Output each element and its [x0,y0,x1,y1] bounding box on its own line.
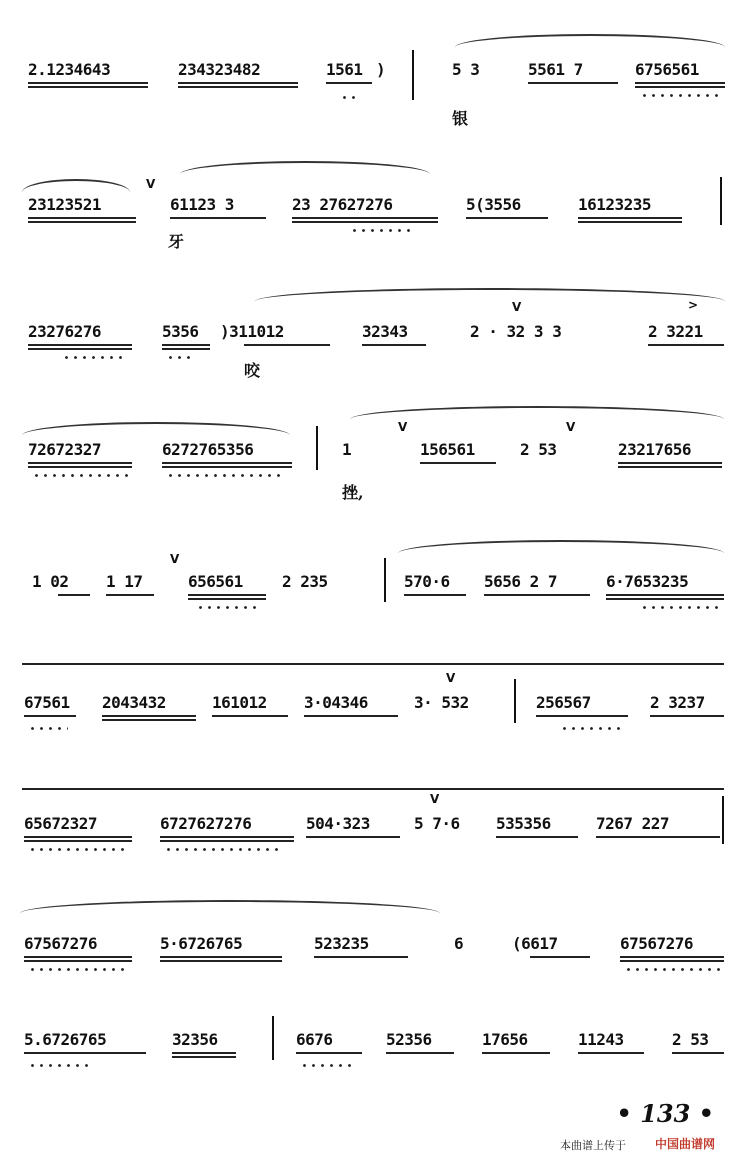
note-group: 6727627276 [160,814,252,833]
beam [620,960,724,962]
beam [650,715,724,717]
score-system-5 [0,552,750,672]
note-group: 23123521 [28,195,102,214]
note-group: )311012 [220,322,284,341]
beam [28,348,132,350]
note-group: 504·323 [306,814,370,833]
note-group: 1 02 [32,572,69,591]
beam [404,594,466,596]
beam [244,344,330,346]
beam [24,1052,146,1054]
beam [530,956,590,958]
breath-mark: V [566,420,576,434]
beam [28,221,136,223]
beam [28,466,132,468]
octave-dots [166,356,196,359]
slur [22,179,130,195]
note-group: 535356 [496,814,551,833]
lyric: 银 [452,109,469,128]
note-group: 2043432 [102,693,166,712]
score-system-3 [0,298,750,422]
beam [484,594,590,596]
score-system-4 [0,420,750,540]
beam [304,715,398,717]
beam [102,719,196,721]
octave-dots [28,727,68,730]
beam [672,1052,724,1054]
note-group: 234323482 [178,60,261,79]
note-group: 67567276 [620,934,694,953]
note-group: 1 17 [106,572,143,591]
note-group: 161012 [212,693,267,712]
beam [160,836,294,838]
beam [28,217,136,219]
breath-mark: V [170,552,180,566]
octave-dots [28,1064,88,1067]
octave-dots [62,356,122,359]
note-group: 2 3221 [648,322,703,341]
octave-dots [640,606,720,609]
score-system-1 [0,60,750,160]
score-system-8 [0,934,750,1034]
slur-line [22,663,724,665]
beam [618,466,722,468]
beam [28,462,132,464]
beam [596,836,720,838]
beam [162,462,292,464]
octave-dots [624,968,720,971]
beam [188,598,266,600]
site-logo: 中国曲谱网 [655,1137,716,1151]
octave-dots [28,848,128,851]
note-group: 1 [342,440,352,459]
beam [420,462,496,464]
note-group: 570·6 [404,572,450,591]
breath-mark: V [446,671,456,685]
beam [178,86,298,88]
barline [384,558,386,602]
note-group: 65672327 [24,814,98,833]
octave-dots [640,94,720,97]
beam [28,86,148,88]
breath-mark: V [512,300,522,314]
beam [578,217,682,219]
beam [466,217,548,219]
note-group: 6 [454,934,464,953]
note-group: 256567 [536,693,591,712]
note-group: 61123 3 [170,195,234,214]
note-group: 67567276 [24,934,98,953]
beam [162,344,210,346]
note-group: 6·7653235 [606,572,689,591]
breath-mark: V [398,420,408,434]
note-group: 5.6726765 [24,1030,107,1049]
slur [22,422,290,438]
octave-dots [300,1064,356,1067]
note-group: 1561 [326,60,363,79]
note-group: 7267 227 [596,814,670,833]
note-group: 656561 [188,572,243,591]
note-group: 3·04346 [304,693,368,712]
beam [326,82,372,84]
barline [720,177,722,225]
beam [306,836,400,838]
accent-mark: > [688,298,699,312]
note-group: (6617 [512,934,558,953]
beam [635,86,725,88]
note-group: 5561 7 [528,60,583,79]
beam [178,82,298,84]
beam [386,1052,454,1054]
beam [496,836,578,838]
beam [212,715,288,717]
beam [620,956,724,958]
bracket-close: ) [376,60,386,79]
beam [618,462,722,464]
note-group: 23217656 [618,440,692,459]
footer-text: 本曲谱上传于 [560,1139,626,1152]
note-group: 5656 2 7 [484,572,558,591]
beam [536,715,628,717]
page-number: • 133 • [616,1099,714,1128]
note-group: 52356 [386,1030,432,1049]
beam [24,960,132,962]
beam [172,1056,236,1058]
beam [24,836,132,838]
slur [455,34,725,50]
beam [606,594,724,596]
beam [162,348,210,350]
beam [160,840,294,842]
note-group: 67561 [24,693,70,712]
note-group: 72672327 [28,440,102,459]
note-group: 5·6726765 [160,934,243,953]
beam [578,1052,644,1054]
note-group: 17656 [482,1030,528,1049]
beam [160,960,282,962]
octave-dots [196,606,256,609]
barline [412,50,414,100]
beam [28,344,132,346]
beam [172,1052,236,1054]
note-group: 5(3556 [466,195,521,214]
score-system-7 [0,792,750,914]
score-system-2 [0,177,750,295]
beam [24,956,132,958]
beam [296,1052,362,1054]
note-group: 6756561 [635,60,699,79]
lyric: 咬 [244,361,261,380]
note-group: 5 7·6 [414,814,460,833]
slur [180,161,430,177]
note-group: 2 53 [520,440,557,459]
note-group: 2.1234643 [28,60,111,79]
barline [316,426,318,470]
note-group: 16123235 [578,195,652,214]
note-group: 523235 [314,934,369,953]
octave-dots [166,474,286,477]
octave-dots [560,727,620,730]
octave-dots [164,848,284,851]
score-system-6 [0,671,750,793]
note-group: 5356 [162,322,199,341]
barline [272,1016,274,1060]
note-group: 6272765356 [162,440,254,459]
beam [528,82,618,84]
note-group: 5 3 [452,60,480,79]
note-group: 2 · 32 3 3 [470,322,562,341]
lyric: 牙 [168,232,185,251]
beam [170,217,266,219]
barline [722,796,724,844]
beam [102,715,196,717]
beam [648,344,724,346]
note-group: 3· 532 [414,693,469,712]
beam [58,594,90,596]
note-group: 156561 [420,440,475,459]
note-group: 6676 [296,1030,333,1049]
note-group: 32356 [172,1030,218,1049]
note-group: 11243 [578,1030,624,1049]
beam [292,221,438,223]
beam [160,956,282,958]
beam [292,217,438,219]
beam [106,594,154,596]
note-group: 23 27627276 [292,195,393,214]
breath-mark: V [430,792,440,806]
beam [362,344,426,346]
beam [24,715,76,717]
beam [606,598,724,600]
note-group: 32343 [362,322,408,341]
octave-dots [32,474,132,477]
beam [482,1052,550,1054]
note-group: 23276276 [28,322,102,341]
beam [314,956,408,958]
octave-dots [340,96,360,99]
lyric: 挫, [342,483,364,502]
beam [635,82,725,84]
note-group: 2 3237 [650,693,705,712]
beam [28,82,148,84]
octave-dots [350,229,410,232]
note-group: 2 53 [672,1030,709,1049]
note-group: 2 235 [282,572,328,591]
beam [162,466,292,468]
octave-dots [28,968,128,971]
breath-mark: V [146,177,156,191]
barline [514,679,516,723]
beam [188,594,266,596]
beam [578,221,682,223]
slur [398,540,724,556]
beam [24,840,132,842]
slur-line [22,788,724,790]
